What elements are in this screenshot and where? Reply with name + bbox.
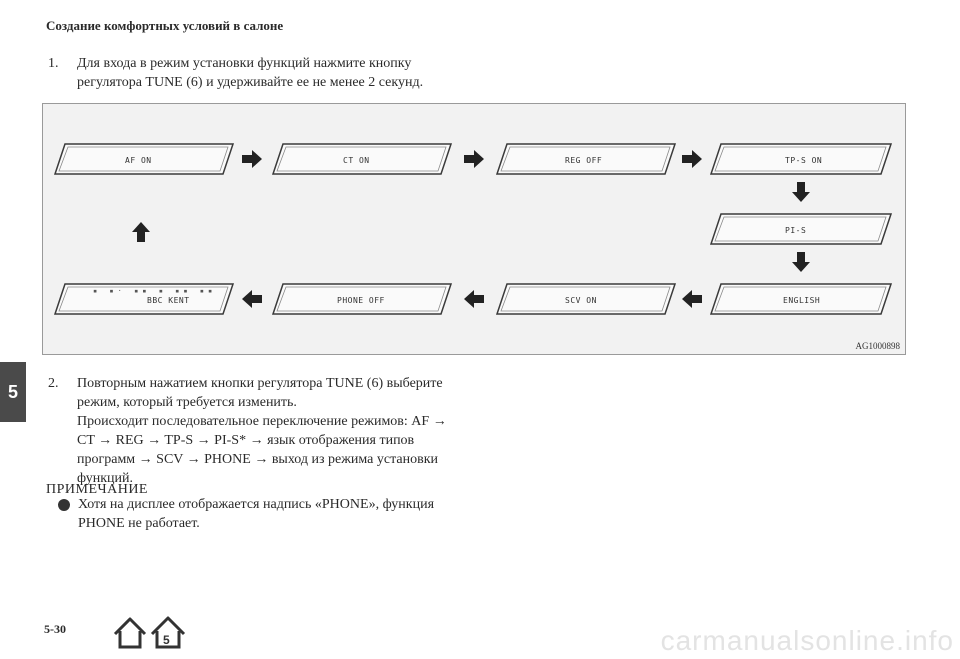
display-phone — [271, 282, 453, 316]
note-line-1: Хотя на дисплее отображается надпись «PHONE», функция — [78, 497, 435, 512]
display-pis-text: PI-S — [785, 226, 807, 235]
home-icon[interactable] — [115, 619, 145, 647]
step-2-line: Происходит последовательное переключение режимов: AF → — [77, 414, 447, 429]
display-af — [53, 142, 235, 176]
arrow-left-icon — [242, 289, 262, 309]
contents-icon[interactable] — [152, 618, 184, 647]
display-sequence-figure — [42, 103, 906, 355]
step-2-line: Повторным нажатием кнопки регулятора TUNE (6) выберите — [77, 376, 443, 391]
arrow-up-icon — [131, 222, 151, 242]
arrow-down-icon — [791, 252, 811, 272]
footer-icons — [112, 614, 192, 655]
display-reg-text: REG OFF — [565, 156, 603, 165]
display-english-text: ENGLISH — [783, 296, 821, 305]
step-2-line: функций. — [77, 471, 133, 486]
step-2-line: программ → SCV → PHONE → выход из режима установки — [77, 452, 439, 467]
display-reg — [495, 142, 677, 176]
bullet-icon — [58, 499, 70, 511]
display-phone-text: PHONE OFF — [337, 296, 385, 305]
display-pis — [709, 212, 893, 246]
note-title: ПРИМЕЧАНИЕ — [46, 482, 148, 497]
chapter-tab: 5 — [0, 362, 26, 422]
arrow-left-icon — [464, 289, 484, 309]
arrow-down-icon — [791, 182, 811, 202]
display-tps-text: TP-S ON — [785, 156, 823, 165]
section-title: Создание комфортных условий в салоне — [46, 18, 284, 33]
display-bbc — [53, 282, 235, 316]
step-2-line: CT → REG → TP-S → PI-S* → язык отображения типов — [77, 433, 415, 448]
display-ct — [271, 142, 453, 176]
display-tps — [709, 142, 893, 176]
display-scv-text: SCV ON — [565, 296, 597, 305]
step-1-line-2: регулятора TUNE (6) и удерживайте ее не менее 2 секунд. — [77, 75, 424, 90]
display-english — [709, 282, 893, 316]
page-number: 5-30 — [44, 622, 66, 636]
figure-code: AG1000898 — [855, 341, 900, 351]
step-1-line-1: Для входа в режим установки функций нажмите кнопку — [77, 56, 412, 71]
svg-text:5: 5 — [163, 633, 170, 647]
watermark: carmanualsonline.info — [660, 625, 954, 656]
arrow-left-icon — [682, 289, 702, 309]
step-1-text — [77, 54, 423, 92]
arrow-right-icon — [242, 149, 262, 169]
step-2-line: режим, который требуется изменить. — [77, 395, 297, 410]
display-scv — [495, 282, 677, 316]
step-2-number: 2. — [48, 376, 59, 391]
arrow-right-icon — [682, 149, 702, 169]
display-bbc-indicators: ▪ ▪· ▪▪ ▪ ▪▪ ▪▪ — [93, 287, 217, 295]
step-1-number: 1. — [48, 56, 59, 71]
step-2-text — [77, 374, 447, 488]
display-ct-text: CT ON — [343, 156, 370, 165]
display-af-text: AF ON — [125, 156, 152, 165]
arrow-right-icon — [464, 149, 484, 169]
note-text — [78, 495, 458, 533]
display-bbc-text: BBC KENT — [147, 296, 190, 305]
note-line-2: PHONE не работает. — [78, 516, 200, 531]
